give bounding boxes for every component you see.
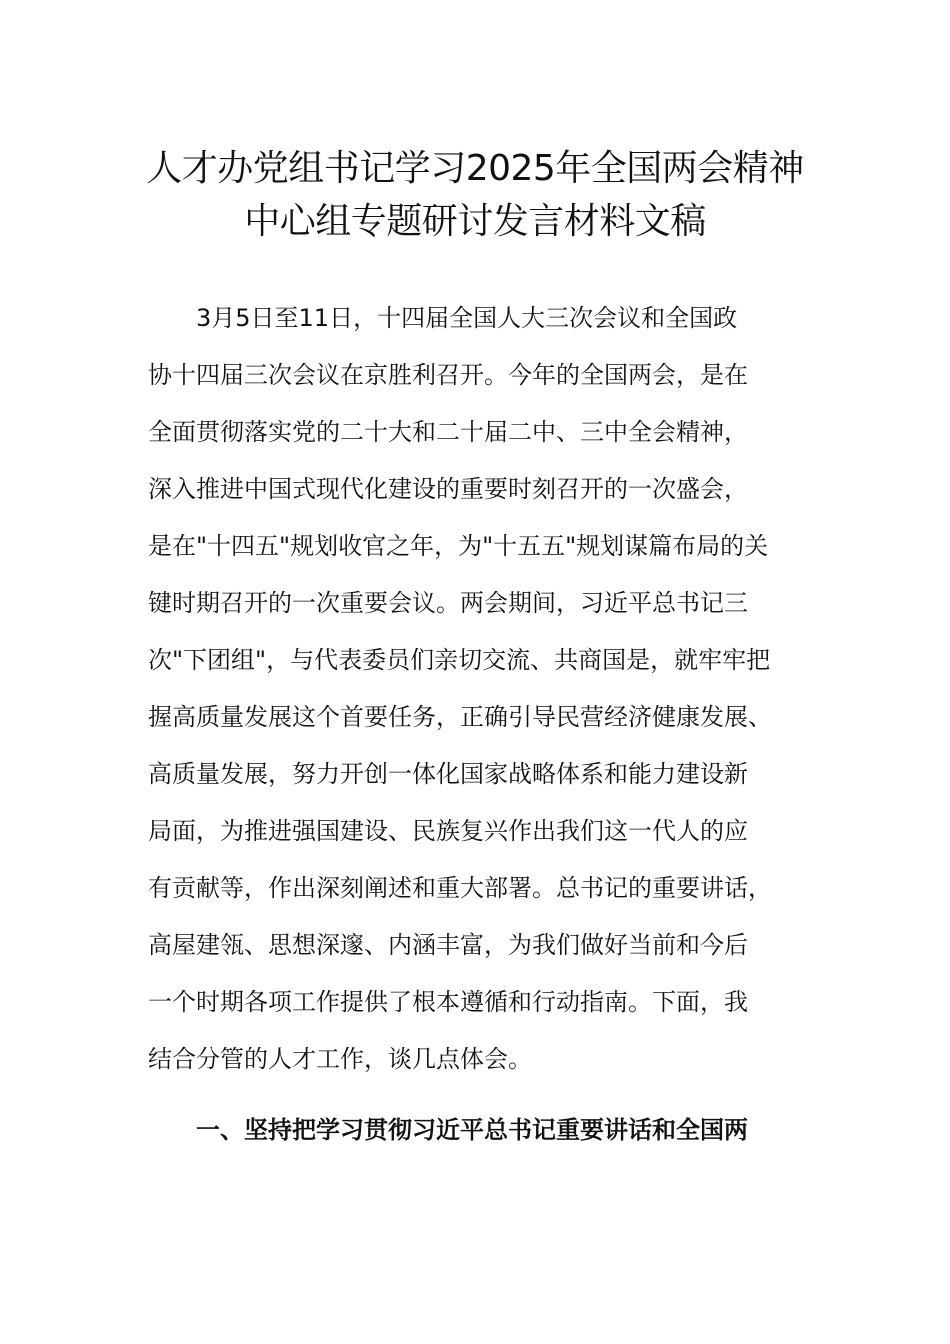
paragraph-line: 结合分管的人才工作，谈几点体会。 xyxy=(148,1045,532,1073)
paragraph-line: 一个时期各项工作提供了根本遵循和行动指南。下面，我 xyxy=(148,988,748,1016)
paragraph-line: 握高质量发展这个首要任务，正确引导民营经济健康发展、 xyxy=(148,703,772,731)
document-title-line-1: 人才办党组书记学习2025年全国两会精神 xyxy=(146,148,804,189)
paragraph-line: 协十四届三次会议在京胜利召开。今年的全国两会，是在 xyxy=(148,361,748,389)
document-title-line-2: 中心组专题研讨发言材料文稿 xyxy=(244,201,706,242)
section-heading: 一、坚持把学习贯彻习近平总书记重要讲话和全国两 xyxy=(196,1116,748,1144)
paragraph-line: 高屋建瓴、思想深邃、内涵丰富，为我们做好当前和今后 xyxy=(148,931,748,959)
paragraph-line: 深入推进中国式现代化建设的重要时刻召开的一次盛会， xyxy=(148,475,748,503)
paragraph-line: 有贡献等，作出深刻阐述和重大部署。总书记的重要讲话， xyxy=(148,874,772,902)
paragraph-line: 键时期召开的一次重要会议。两会期间，习近平总书记三 xyxy=(148,589,748,617)
paragraph-line: 3月5日至11日，十四届全国人大三次会议和全国政 xyxy=(196,304,738,332)
paragraph-line: 高质量发展，努力开创一体化国家战略体系和能力建设新 xyxy=(148,760,748,788)
paragraph-line: 全面贯彻落实党的二十大和二十届二中、三中全会精神， xyxy=(148,418,748,446)
paragraph-line: 是在"十四五"规划收官之年，为"十五五"规划谋篇布局的关 xyxy=(148,532,769,560)
paragraph-line: 局面，为推进强国建设、民族复兴作出我们这一代人的应 xyxy=(148,817,748,845)
paragraph-line: 次"下团组"，与代表委员们亲切交流、共商国是，就牢牢把 xyxy=(148,646,771,674)
